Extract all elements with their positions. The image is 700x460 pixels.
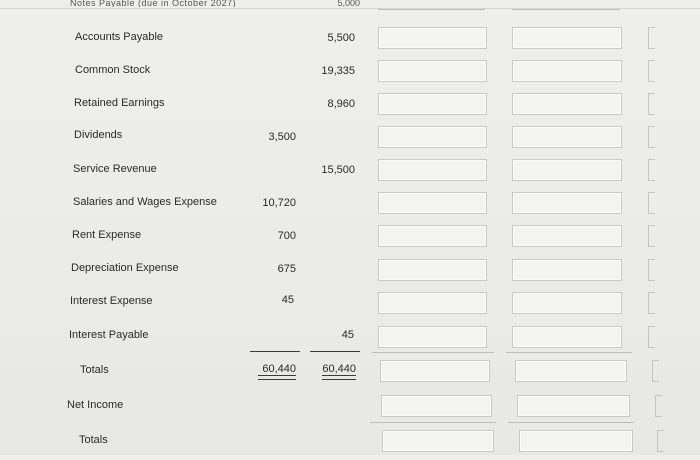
row-credit: 5,500: [327, 32, 355, 44]
adjusted-credit-input[interactable]: [512, 326, 622, 348]
table-row: [0, 60, 700, 90]
adjusted-credit-input[interactable]: [512, 93, 622, 115]
next-column-input-edge[interactable]: [648, 292, 655, 314]
adjusted-debit-input[interactable]: [378, 60, 487, 82]
adjusted-debit-input[interactable]: [378, 326, 487, 348]
next-column-input-edge[interactable]: [648, 159, 655, 181]
adjusted-credit-input[interactable]: [512, 159, 622, 181]
row-debit: 10,720: [262, 197, 296, 209]
totals-credit: 60,440: [322, 363, 356, 375]
row-label: Retained Earnings: [74, 97, 165, 109]
totals-adjusted-debit-input[interactable]: [380, 360, 490, 382]
adjusted-debit-input[interactable]: [378, 259, 487, 281]
top-box-edge-2: [512, 9, 620, 10]
adjusted-debit-input[interactable]: [378, 292, 487, 314]
adjusted-credit-input[interactable]: [512, 27, 622, 49]
next-column-input-edge[interactable]: [648, 60, 655, 82]
adjusted-debit-input[interactable]: [378, 225, 487, 247]
adjusted-credit-input[interactable]: [512, 225, 622, 247]
credit-subtotal-rule: [310, 351, 360, 352]
cutoff-row-credit: 5,000: [337, 0, 360, 7]
row-debit: 3,500: [268, 131, 296, 143]
row-label: Interest Payable: [69, 329, 149, 341]
adjusted-credit-input[interactable]: [512, 60, 622, 82]
adjusted-credit-input[interactable]: [512, 192, 622, 214]
final-totals-credit-input[interactable]: [519, 430, 633, 452]
table-row: [0, 292, 700, 322]
net-income-row: [0, 395, 700, 425]
row-credit: 8,960: [327, 98, 355, 110]
adjusted-credit-input[interactable]: [512, 126, 622, 148]
row-label: Dividends: [74, 129, 123, 141]
row-credit: 19,335: [321, 65, 355, 77]
table-row: [0, 93, 700, 123]
adjusted-debit-input[interactable]: [378, 27, 487, 49]
adjusted-debit-input[interactable]: [378, 159, 487, 181]
table-row: [0, 192, 700, 222]
next-column-input-edge[interactable]: [648, 126, 655, 148]
row-debit: 675: [277, 263, 296, 275]
net-income-credit-rule: [508, 422, 634, 423]
row-label: Accounts Payable: [75, 31, 164, 43]
totals-label: Totals: [80, 364, 109, 376]
table-row: [0, 126, 700, 156]
table-row: [0, 27, 700, 57]
row-label: Depreciation Expense: [71, 262, 179, 274]
next-column-input-edge[interactable]: [648, 93, 655, 115]
next-column-input-edge[interactable]: [648, 192, 655, 214]
row-credit: 15,500: [321, 164, 355, 176]
adjusted-debit-input[interactable]: [378, 93, 487, 115]
totals-adjusted-credit-input[interactable]: [515, 360, 627, 382]
final-totals-row: [0, 430, 700, 460]
next-column-input-edge[interactable]: [648, 326, 655, 348]
debit-subtotal-rule: [250, 351, 300, 352]
adjusted-debit-input[interactable]: [378, 126, 487, 148]
top-box-edge-1: [378, 9, 485, 10]
row-debit: 45: [281, 294, 294, 306]
adjusted-debit-subtotal-rule: [372, 352, 494, 353]
table-row: [0, 159, 700, 189]
net-income-debit-input[interactable]: [381, 395, 492, 417]
table-row: [0, 259, 700, 289]
next-column-input-edge[interactable]: [648, 259, 655, 281]
credit-total-double-rule: [322, 375, 356, 380]
adjusted-credit-input[interactable]: [512, 259, 622, 281]
debit-total-double-rule: [258, 375, 296, 380]
final-totals-debit-input[interactable]: [382, 430, 494, 452]
adjusted-credit-subtotal-rule: [506, 352, 632, 353]
net-income-debit-rule: [370, 422, 496, 423]
totals-debit: 60,440: [262, 363, 296, 375]
net-income-label: Net Income: [67, 399, 124, 411]
row-debit: 700: [277, 230, 296, 242]
row-label: Common Stock: [75, 64, 151, 76]
next-column-input-edge[interactable]: [655, 395, 662, 417]
table-row: [0, 225, 700, 255]
row-label: Rent Expense: [72, 229, 142, 241]
net-income-credit-input[interactable]: [517, 395, 630, 417]
row-label: Interest Expense: [70, 295, 153, 307]
adjusted-debit-input[interactable]: [378, 192, 487, 214]
row-label: Salaries and Wages Expense: [73, 196, 217, 208]
cutoff-row-label: Notes Payable (due in October 2027): [70, 0, 237, 7]
next-column-input-edge[interactable]: [648, 27, 655, 49]
row-label: Service Revenue: [73, 163, 157, 175]
adjusted-credit-input[interactable]: [512, 292, 622, 314]
next-column-input-edge[interactable]: [652, 360, 659, 382]
next-column-input-edge[interactable]: [657, 430, 664, 452]
final-totals-label: Totals: [79, 434, 108, 446]
next-column-input-edge[interactable]: [648, 225, 655, 247]
row-credit: 45: [341, 329, 354, 341]
